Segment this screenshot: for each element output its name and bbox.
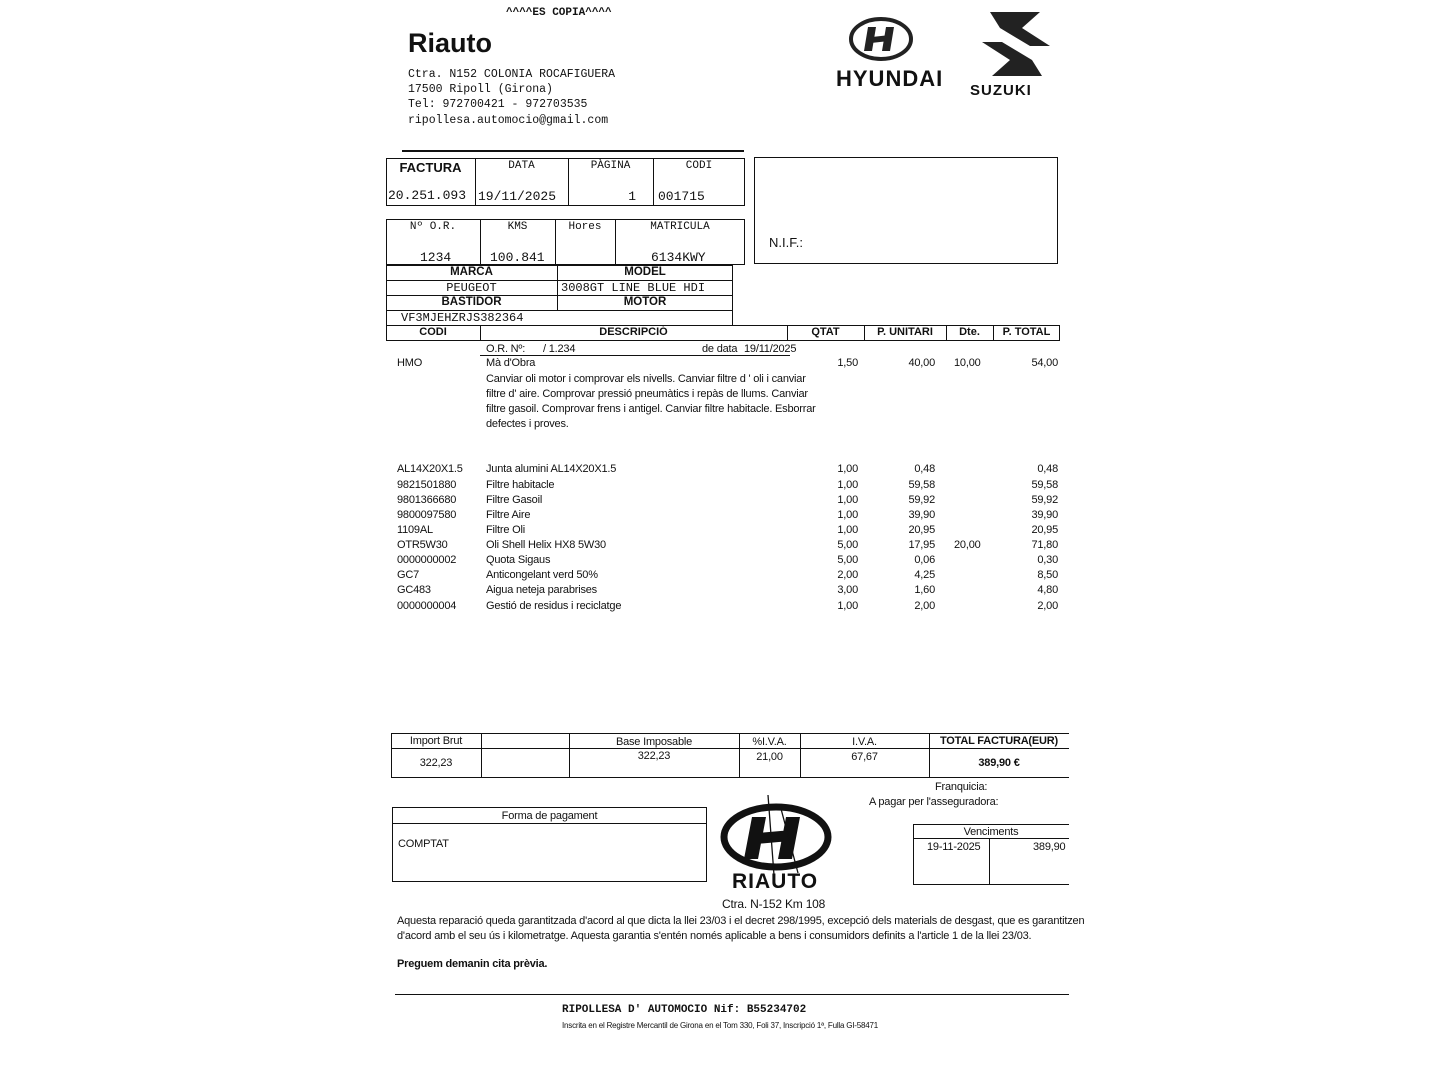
appointment-note: Preguem demanin cita prèvia. <box>397 958 548 970</box>
iva-pct-value: 21,00 <box>756 751 783 763</box>
item-p-unitari: 20,95 <box>908 524 935 536</box>
labour-qtat: 1,50 <box>837 357 858 369</box>
invoice-date: 19/11/2025 <box>478 189 557 204</box>
stamp-address: Ctra. N-152 Km 108 <box>722 897 826 911</box>
franquicia-label: Franquicia: <box>935 781 988 793</box>
hyundai-logo-icon <box>848 15 914 63</box>
client-nif-label: N.I.F.: <box>769 235 803 250</box>
suzuki-wordmark: SUZUKI <box>970 82 1032 99</box>
item-codi: 9821501880 <box>397 479 457 491</box>
item-p-total: 8,50 <box>1037 569 1058 581</box>
item-p-unitari: 59,92 <box>908 494 935 506</box>
item-p-unitari: 39,90 <box>908 509 935 521</box>
venciment-amount: 389,90 <box>1033 841 1066 853</box>
item-descripcio: Oli Shell Helix HX8 5W30 <box>486 539 606 551</box>
col-p-unitari: P. UNITARI <box>877 326 933 338</box>
venciments-label: Venciments <box>963 826 1019 838</box>
item-descripcio: Anticongelant verd 50% <box>486 569 598 581</box>
label-total-factura: TOTAL FACTURA(EUR) <box>939 735 1058 747</box>
item-codi: 0000000002 <box>397 554 457 566</box>
table-row <box>0 479 1440 494</box>
item-p-total: 59,92 <box>1031 494 1058 506</box>
marca-value: PEUGEOT <box>446 281 497 295</box>
invoice-code: 001715 <box>658 189 705 204</box>
item-p-total: 39,90 <box>1031 509 1058 521</box>
labour-description-3: filtre gasoil. Comprovar frens i antigel. Canviar filtre habitacle. Esborrar <box>486 403 816 415</box>
item-p-unitari: 59,58 <box>908 479 935 491</box>
item-codi: GC483 <box>397 584 431 596</box>
item-qtat: 2,00 <box>837 569 858 581</box>
import-brut-value: 322,23 <box>419 757 453 769</box>
item-descripcio: Gestió de residus i reciclatge <box>486 600 622 612</box>
item-codi: AL14X20X1.5 <box>397 463 463 475</box>
total-factura-value: 389,90 € <box>978 757 1020 769</box>
labour-dte: 10,00 <box>954 357 981 369</box>
or-line-date-label: de data <box>702 343 738 355</box>
table-row <box>0 524 1440 539</box>
venciments-top <box>913 824 1069 825</box>
item-codi: 0000000004 <box>397 600 457 612</box>
item-qtat: 3,00 <box>837 584 858 596</box>
col-p-total: P. TOTAL <box>1002 326 1051 338</box>
label-or: Nº O.R. <box>409 221 457 233</box>
matricula-value: 6134KWY <box>651 250 706 265</box>
label-hores: Hores <box>568 221 602 233</box>
table-row <box>0 554 1440 569</box>
item-descripcio: Filtre Oli <box>486 524 525 536</box>
item-codi: 9800097580 <box>397 509 457 521</box>
label-iva: I.V.A. <box>852 736 877 748</box>
hyundai-wordmark: HYUNDAI <box>836 66 944 91</box>
hyundai-stamp-icon <box>718 795 834 875</box>
label-codi: CODI <box>685 160 713 172</box>
footer-divider <box>395 994 1069 995</box>
labour-p-total: 54,00 <box>1031 357 1058 369</box>
table-row <box>0 494 1440 509</box>
labour-description-2: filtre d' aire. Comprovar pressió pneumàtics i repàs de llums. Canviar <box>486 388 808 400</box>
item-p-total: 0,30 <box>1037 554 1058 566</box>
company-address-line1: Ctra. N152 COLONIA ROCAFIGUERA <box>408 68 616 81</box>
suzuki-logo-icon <box>970 8 1062 80</box>
model-value: 3008GT LINE BLUE HDI <box>561 281 706 295</box>
or-number: 1234 <box>420 250 452 265</box>
item-p-unitari: 17,95 <box>908 539 935 551</box>
item-p-unitari: 2,00 <box>914 600 935 612</box>
label-data: DATA <box>508 160 535 172</box>
labour-row <box>0 357 1440 372</box>
venciment-date: 19-11-2025 <box>927 841 981 853</box>
item-codi: OTR5W30 <box>397 539 448 551</box>
item-qtat: 1,00 <box>837 524 858 536</box>
or-line-label: O.R. Nº: <box>486 343 526 355</box>
copy-mark: ^^^^ES COPIA^^^^ <box>506 7 612 19</box>
item-p-total: 20,95 <box>1031 524 1058 536</box>
col-qtat: QTAT <box>811 326 840 338</box>
item-descripcio: Filtre Aire <box>486 509 531 521</box>
company-name: Riauto <box>408 28 492 58</box>
label-import-brut: Import Brut <box>409 735 463 747</box>
item-qtat: 5,00 <box>837 554 858 566</box>
item-p-total: 2,00 <box>1037 600 1058 612</box>
item-p-total: 71,80 <box>1031 539 1058 551</box>
item-p-total: 59,58 <box>1031 479 1058 491</box>
col-codi: CODI <box>419 326 447 338</box>
warranty-text-line1: Aquesta reparació queda garantitzada d'acord al que dicta la llei 23/03 i el decret 298/1995, excepció dels materials de desgast, que es garantitzen <box>397 915 1085 927</box>
label-model: MODEL <box>624 266 666 278</box>
item-descripcio: Filtre Gasoil <box>486 494 543 506</box>
table-row <box>0 539 1440 554</box>
table-row <box>0 463 1440 478</box>
labour-codi: HMO <box>397 357 423 369</box>
item-qtat: 5,00 <box>837 539 858 551</box>
label-marca: MARCA <box>450 266 493 278</box>
label-iva-pct: %I.V.A. <box>752 736 787 748</box>
warranty-text-line2: d'acord amb el seu ús i kilometratge. Aquesta garantia s'entén només aplicable a bens i consumidors definits a l'article 1 de la llei 23/03. <box>397 930 1032 942</box>
item-qtat: 1,00 <box>837 494 858 506</box>
item-descripcio: Filtre habitacle <box>486 479 555 491</box>
iva-value: 67,67 <box>851 751 878 763</box>
labour-title: Mà d'Obra <box>486 357 536 369</box>
company-phone: Tel: 972700421 - 972703535 <box>408 98 588 111</box>
invoice-number: 20.251.093 <box>388 188 467 203</box>
label-matricula: MATRICULA <box>650 221 710 233</box>
labour-description-1: Canviar oli motor i comprovar els nivells. Canviar filtre d ' oli i canviar <box>486 373 806 385</box>
payment-value: COMPTAT <box>398 838 449 850</box>
or-line-date: 19/11/2025 <box>744 343 797 355</box>
label-bastidor: BASTIDOR <box>441 296 502 308</box>
a-pagar-label: A pagar per l'asseguradora: <box>869 796 999 808</box>
labour-p-unitari: 40,00 <box>908 357 935 369</box>
label-motor: MOTOR <box>623 296 667 308</box>
invoice-page: 1 <box>628 189 636 204</box>
item-descripcio: Junta alumini AL14X20X1.5 <box>486 463 617 475</box>
label-base-imposable: Base Imposable <box>615 736 693 748</box>
item-qtat: 1,00 <box>837 463 858 475</box>
label-factura: FACTURA <box>399 160 462 175</box>
table-row <box>0 600 1440 615</box>
item-qtat: 1,00 <box>837 479 858 491</box>
kms-value: 100.841 <box>490 250 545 265</box>
header-divider <box>402 150 744 152</box>
label-pagina: PÀGINA <box>590 160 631 172</box>
item-dte: 20,00 <box>954 539 981 551</box>
item-p-total: 4,80 <box>1037 584 1058 596</box>
or-line-value: / 1.234 <box>543 343 576 355</box>
col-descripcio: DESCRIPCIÓ <box>599 326 668 338</box>
item-p-unitari: 0,06 <box>914 554 935 566</box>
item-p-total: 0,48 <box>1037 463 1058 475</box>
footer-registry: Inscrita en el Registre Mercantil de Girona en el Tom 330, Foli 37, Inscripció 1ª, Fulla GI-58471 <box>562 1021 879 1030</box>
col-dte: Dte. <box>959 326 980 338</box>
item-codi: 1109AL <box>397 524 433 536</box>
item-codi: GC7 <box>397 569 420 581</box>
table-row <box>0 584 1440 599</box>
company-email: ripollesa.automocio@gmail.com <box>408 114 609 127</box>
item-codi: 9801366680 <box>397 494 457 506</box>
labour-description-4: defectes i proves. <box>486 418 569 430</box>
item-descripcio: Aigua neteja parabrises <box>486 584 597 596</box>
item-qtat: 1,00 <box>837 600 858 612</box>
item-qtat: 1,00 <box>837 509 858 521</box>
item-p-unitari: 4,25 <box>914 569 935 581</box>
company-address-line2: 17500 Ripoll (Girona) <box>408 83 553 96</box>
item-descripcio: Quota Sigaus <box>486 554 551 566</box>
totals-top-border <box>391 733 1069 734</box>
table-row <box>0 569 1440 584</box>
bastidor-value: VF3MJEHZRJS382364 <box>401 311 524 325</box>
label-kms: KMS <box>507 221 528 233</box>
base-imposable-value: 322,23 <box>637 750 671 762</box>
payment-label: Forma de pagament <box>501 810 598 822</box>
item-p-unitari: 0,48 <box>914 463 935 475</box>
table-row <box>0 509 1440 524</box>
stamp-name: RIAUTO <box>732 870 819 893</box>
item-p-unitari: 1,60 <box>914 584 935 596</box>
footer-company: RIPOLLESA D' AUTOMOCIO Nif: B55234702 <box>562 1004 807 1016</box>
